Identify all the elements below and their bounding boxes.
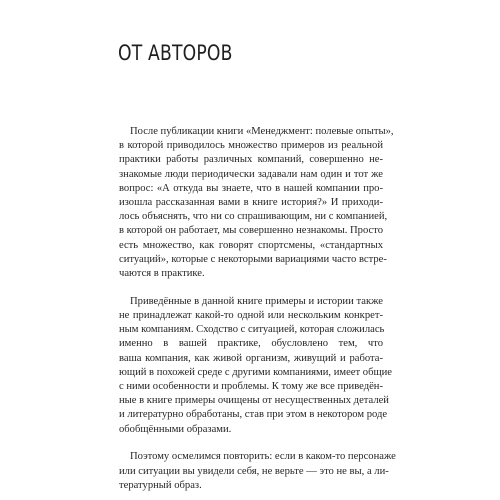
text-line: именно в вашей практике, обусловлено тем, что [119,338,383,350]
body-text [119,125,396,493]
text-line: с ними особенности и проблемы. К тому же все приведён- [119,381,383,393]
text-line: ным компаниям. Сходство с ситуацией, которая сложилась [119,324,385,336]
text-line: чаются в практике. [119,268,205,280]
paragraph-1 [119,125,394,281]
text-line: практики работы различных компаний, совершенно не- [119,154,383,166]
text-line: ваша компания, как живой организм, живущий и работа- [119,352,383,364]
text-line: не принадлежат какой-то одной или нескольким конкрет- [119,310,383,322]
text-line: обобщёнными образами. [119,423,232,435]
paragraph-3 [119,450,396,493]
text-line: в которой он работает, мы совершенно незнакомы. Просто [119,225,383,237]
text-line: лось объяснять, что ни со спрашивающим, ни с компанией, [119,211,388,223]
text-line: тературный образ. [119,479,202,491]
text-line: и литературно обработаны, став при этом в некотором роде [119,409,388,421]
text-line: ные в книге примеры очищены от несущественных деталей [119,395,389,407]
text-line: изошла рассказанная вами в книге история?» И приходи- [119,197,383,209]
text-line: вопрос: «А откуда вы знаете, что в нашей компании про- [119,182,383,194]
page-title: ОТ АВТОРОВ [118,41,233,65]
text-line: После публикации книги «Менеджмент: полевые опыты», [130,126,394,137]
text-line: ющий в похожей среде с другими компаниями, имеет общие [119,366,392,378]
text-line: знакомые люди периодически задавали нам один и тот же [119,168,383,180]
text-line: ситуаций», которые с некоторыми вариациями часто встре- [119,253,387,265]
text-line: в которой приводилось множество примеров из реальной [119,140,383,152]
paragraph-2 [119,295,392,437]
text-line: Поэтому осмелимся повторить: если в каком-то персонаже [130,451,396,463]
text-line: есть множество, как говорят спортсмены, «стандартных [119,239,383,251]
text-line: или ситуации вы увидели себя, не верьте — это не вы, а ли- [119,465,389,477]
text-line: Приведённые в данной книге примеры и истории также [130,295,383,307]
